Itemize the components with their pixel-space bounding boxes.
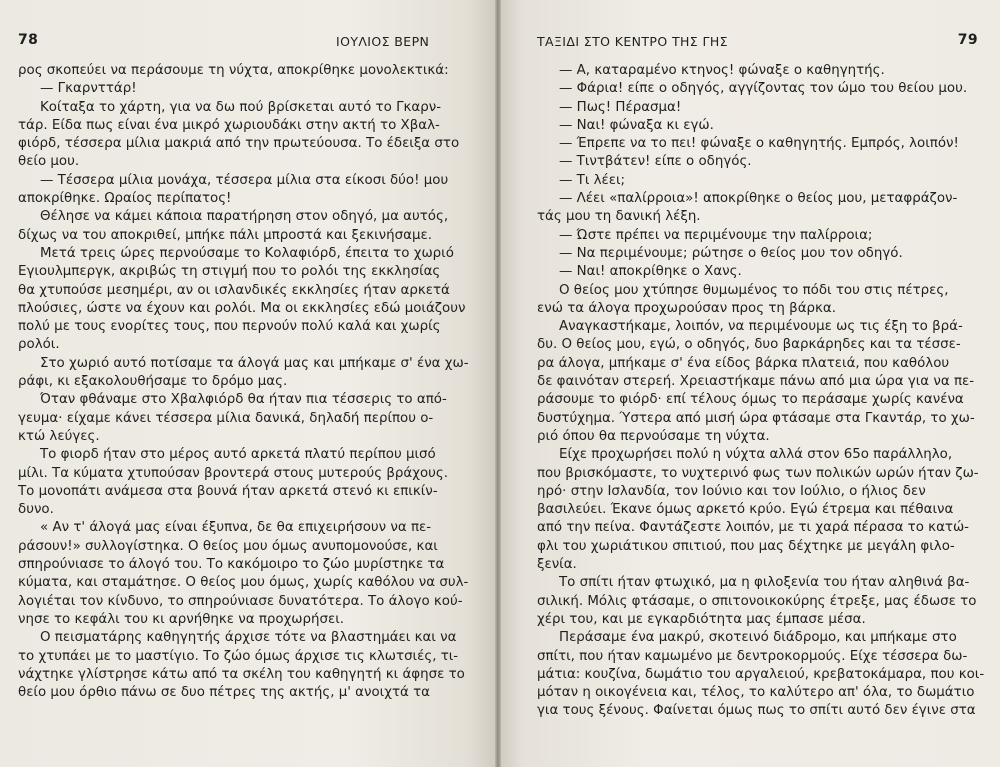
text-line: Όταν φθάναμε στο Χβαλφιόρδ θα ήταν πια τέσσερις το από- [40,392,447,408]
text-line: — Έπρεπε να το πει! φώναξε ο καθηγητής. Εμπρός, λοιπόν! [559,136,959,152]
text-line: — Γκαρνττάρ! [40,81,137,97]
text-line: — Τέσσερα μίλια μονάχα, τέσσερα μίλια στα είκοσι δύο! μου [40,172,449,188]
text-line: χέρι του, και με εγκαρδιότητα μας έμπασε μέσα. [537,611,866,627]
text-line: Αναγκαστήκαμε, λοιπόν, να περιμένουμε ως τις έξη το βρά- [559,319,963,335]
text-line: ριό όπου θα περνούσαμε τη νύχτα. [537,428,770,444]
text-line: ράφι, κι εξακολουθήσαμε το δρόμο μας. [18,374,288,390]
text-line: φιόρδ, τέσσερα μίλια μακριά από την πρωτεύουσα. Το έδειξα στο [18,136,460,152]
text-line: Το σπίτι ήταν φτωχικό, μα η φιλοξενία του ήταν αληθινά βα- [559,575,970,591]
text-line: — Πως! Πέρασμα! [559,99,682,115]
text-line: — Ναι! αποκρίθηκε ο Χανς. [559,264,742,280]
text-line: θείο μου. [18,154,80,170]
text-line: Μετά τρεις ώρες περνούσαμε το Κολαφιόρδ, έπειτα το χωριό [40,245,454,261]
text-line: Είχε προχωρήσει πολύ η νύχτα αλλά στον 65ο παράλληλο, [559,447,953,463]
text-line: τάρ. Είδα πως είναι ένα μικρό χωριουδάκι στην ακτή το Χβαλ- [18,117,440,133]
text-line: θα χτυπούσε μεσημέρι, αν οι ισλανδικές εκκλησίες ήταν αρκετά [18,282,450,298]
text-line: ράσουμε το φιόρδ· επί τέλους όμως το περάσαμε χωρίς κανένα [537,392,964,408]
left-page [0,0,497,767]
right-page-text [537,62,985,721]
text-line: κύματα, και σταμάτησε. Ο θείος μου όμως, χωρίς καθόλου να συλ- [18,575,469,591]
text-line: Το φιορδ ήταν στο μέρος αυτό αρκετά πλατύ περίπου μισό [40,447,436,463]
text-line: δυστύχημα. Ύστερα από μισή ώρα φτάσαμε στα Γκαντάρ, το χω- [537,410,975,426]
text-line: δυ. Ο θείος μου, εγώ, ο οδηγός, δυο βαρκάρηδες και τα τέσσε- [537,337,961,353]
text-line: ξενία. [537,557,577,573]
text-line: — Τιντβάτεν! είπε ο οδηγός. [559,154,752,170]
left-running-head: ΙΟΥΛΙΟΣ ΒΕΡΝ [336,34,430,49]
text-line: Περάσαμε ένα μακρύ, σκοτεινό διάδρομο, και μπήκαμε στο [559,630,957,646]
text-line: Κοίταξα το χάρτη, για να δω πού βρίσκεται αυτό το Γκαρν- [40,99,442,115]
text-line: πολύ με τους ενορίτες τους, που περνούν πολύ καλά και χωρίς [18,319,441,335]
text-line: νάχτηκε γλίστρησε κάτω από τα σκέλη του καθηγητή κι άφησε το [18,666,465,682]
text-line: ηρό· στην Ισλανδία, τον Ιούνιο και τον Ιούλιο, ο ήλιος δεν [537,483,926,499]
left-page-number: 78 [18,32,39,48]
text-line: σπηρούνιασε το άλογό του. Το κακόμοιρο το ζώο μυρίστηκε τα [18,557,445,573]
right-page-header [537,32,978,62]
text-line: ράσουν!» συλλογίστηκα. Ο θείος μου όμως ανυπομονούσε, και [18,538,438,554]
text-line: — Α, καταραμένο κτηνος! φώναξε ο καθηγητής. [559,63,885,78]
text-line: δυνο. [18,502,54,518]
right-running-head: ΤΑΞΙΔΙ ΣΤΟ ΚΕΝΤΡΟ ΤΗΣ ΓΗΣ [537,34,728,49]
text-line: — Φάρια! είπε ο οδηγός, αγγίζοντας τον ώμο του θείου μου. [559,81,968,97]
text-line: μίλι. Τα κύματα χτυπούσαν βροντερά στους μυτερούς βράχους. [18,465,449,481]
text-line: αποκρίθηκε. Ωραίος περίπατος! [18,191,232,207]
text-line: Θέλησε να κάμει κάποια παρατήρηση στον οδηγό, μα αυτός, [40,209,449,225]
text-line: — Να περιμένουμε; ρώτησε ο θείος μου τον οδηγό. [559,245,903,261]
text-line: από την πείνα. Φαντάζεστε λοιπόν, με τι χαρά πέρασα το κατώ- [537,520,970,536]
text-line: Στο χωριό αυτό ποτίσαμε τα άλογά μας και μπήκαμε σ' ένα χω- [40,355,469,371]
text-line: τάς μου τη δανική λέξη. [537,209,701,225]
left-page-header [18,32,477,62]
text-line: Το μονοπάτι ανάμεσα στα βουνά ήταν αρκετά στενό κι επικίν- [18,483,438,499]
text-line: σιλική. Μόλις φτάσαμε, ο σπιτονοικοκύρης έτρεξε, μας έδωσε το [537,593,977,609]
text-line: φλι του χωριάτικου σπιτιού, που μας δέχτηκε με μεγάλη φιλο- [537,538,955,554]
text-line: — Λέει «παλίρροια»! αποκρίθηκε ο θείος μου, μεταφράζον- [559,191,958,207]
text-line: νησε το κεφάλι του κι αρνήθηκε να προχωρήσει. [18,611,345,627]
text-line: το χτυπάει με το μαστίγιο. Το ζώο όμως άρχισε τις κλωτσιές, τι- [18,648,459,664]
text-line: ενώ τα άλογα προχωρούσαν προς τη βάρκα. [537,300,837,316]
right-page [497,0,1000,767]
text-line: — Ναι! φώναξα κι εγώ. [559,117,714,133]
text-line: — Ώστε πρέπει να περιμένουμε την παλίρροια; [559,227,873,243]
text-line: για τους ξένους. Φαίνεται όμως πως το σπίτι αυτό δεν έγινε στα [537,703,976,719]
text-line: ρος σκοπεύει να περάσουμε τη νύχτα, αποκρίθηκε μονολεκτικά: [18,63,449,78]
text-line: « Αν τ' άλογά μας είναι έξυπνα, δε θα επιχειρήσουν να πε- [40,520,432,536]
text-line: ρολόι. [18,337,60,353]
text-line: δε φαινόταν στερεή. Χρειαστήκαμε πάνω από μια ώρα για να πε- [537,374,975,390]
text-line: θείο μου όρθιο πάνω σε δυο πέτρες της ακτής, μ' ανοιχτά τα [18,685,430,701]
left-page-text [18,62,477,702]
text-line: γευμα· είχαμε κάνει τέσσερα μίλια δανικά, δηλαδή περίπου ο- [18,410,434,426]
text-line: λογιέται τον κίνδυνο, το σπηρούνιασε δυνατότερα. Το άλογο κού- [18,593,463,609]
text-line: μόταν η οικογένεια και, τέλος, το καλύτερο απ' όλα, το δωμάτιο [537,685,975,701]
text-line: ρα άλογα, μπήκαμε σ' ένα είδος βάρκα πλατειά, που καθόλου [537,355,950,371]
right-page-number: 79 [957,32,978,48]
text-line: Ο θείος μου χτύπησε θυμωμένος το πόδι του στις πέτρες, [559,282,949,298]
text-line: κτώ λεύγες. [18,428,100,444]
text-line: σπίτι, που ήταν καμωμένο με δεντροκορμούς. Είχε τέσσερα δω- [537,648,968,664]
text-line: που βρισκόμαστε, το νυχτερινό φως των πολικών ωρών ήταν ζω- [537,465,979,481]
text-line: Ο πεισματάρης καθηγητής άρχισε τότε να βλαστημάει και να [40,630,457,646]
text-line: Εγιουλμπεργκ, ακριβώς τη στιγμή που το ρολόι της εκκλησίας [18,264,441,280]
text-line: πλούσιες, ώστε να έχουν και ρολόι. Μα οι εκκλησίες εδώ μοιάζουν [18,300,466,316]
text-line: μάτια: κουζίνα, δωμάτιο του αργαλειού, κρεβατοκάμαρα, που κοι- [537,666,985,682]
text-line: δίχως να του αποκριθεί, μπήκε πάλι μπροστά και ξεκινήσαμε. [18,227,432,243]
text-line: — Τι λέει; [559,172,626,188]
book-gutter [495,0,501,767]
text-line: βασιλεύει. Έκανε όμως αρκετό κρύο. Εγώ έτρεμα και πέθαινα [537,502,954,518]
